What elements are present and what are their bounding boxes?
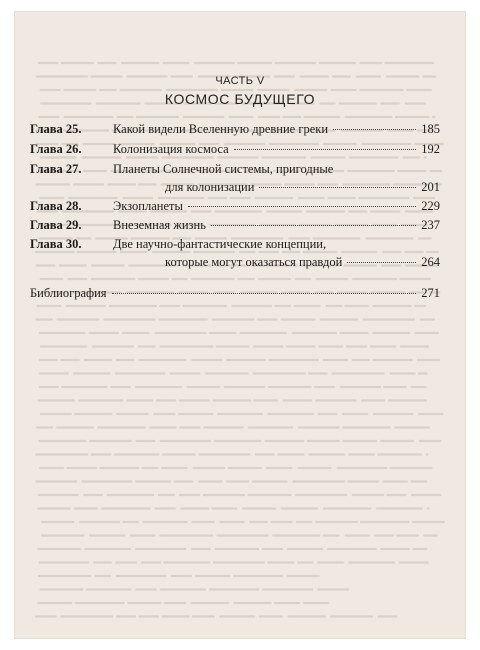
book-page	[14, 11, 466, 639]
chapter-title-continued: для колонизации	[165, 180, 255, 194]
chapter-title: Колонизация космоса	[113, 142, 229, 156]
page-number: 201	[421, 180, 440, 194]
table-of-contents	[30, 122, 440, 322]
page-number: 185	[421, 122, 440, 136]
toc-entry-27-continued[interactable]	[30, 180, 440, 198]
toc-entry-30[interactable]	[30, 237, 440, 255]
part-label: ЧАСТЬ V	[215, 75, 265, 87]
dot-leader	[188, 206, 416, 207]
page-number: 229	[421, 199, 440, 213]
page-number: 192	[421, 142, 440, 156]
chapter-number: Глава 29.	[30, 218, 82, 232]
page-number: 264	[421, 255, 440, 269]
dot-leader	[211, 225, 416, 226]
toc-entry-bibliography[interactable]	[30, 286, 440, 304]
page-number: 237	[421, 218, 440, 232]
dot-leader	[112, 293, 417, 294]
chapter-title-continued: которые могут оказаться правдой	[165, 255, 343, 269]
toc-entry-29[interactable]	[30, 218, 440, 236]
toc-entry-26[interactable]	[30, 142, 440, 160]
toc-entry-30-continued[interactable]	[30, 255, 440, 273]
chapter-title: Экзопланеты	[113, 199, 183, 213]
chapter-title: Две научно-фантастические концепции,	[113, 237, 327, 251]
dot-leader	[234, 149, 417, 150]
chapter-title: Планеты Солнечной системы, пригодные	[113, 162, 334, 176]
bibliography-title: Библиография	[30, 286, 107, 300]
chapter-number: Глава 30.	[30, 237, 82, 251]
dot-leader	[347, 262, 416, 263]
chapter-number: Глава 26.	[30, 142, 82, 156]
chapter-title: Какой видели Вселенную древние греки	[113, 122, 329, 136]
chapter-number: Глава 28.	[30, 199, 82, 213]
part-title: КОСМОС БУДУЩЕГО	[164, 91, 316, 107]
chapter-title: Внеземная жизнь	[113, 218, 206, 232]
dot-leader	[259, 187, 416, 188]
chapter-number: Глава 25.	[30, 122, 82, 136]
toc-entry-27[interactable]	[30, 162, 440, 180]
toc-entry-25[interactable]	[30, 122, 440, 140]
chapter-number: Глава 27.	[30, 162, 82, 176]
dot-leader	[333, 129, 416, 130]
page-number: 271	[421, 286, 440, 300]
toc-entry-28[interactable]	[30, 199, 440, 217]
